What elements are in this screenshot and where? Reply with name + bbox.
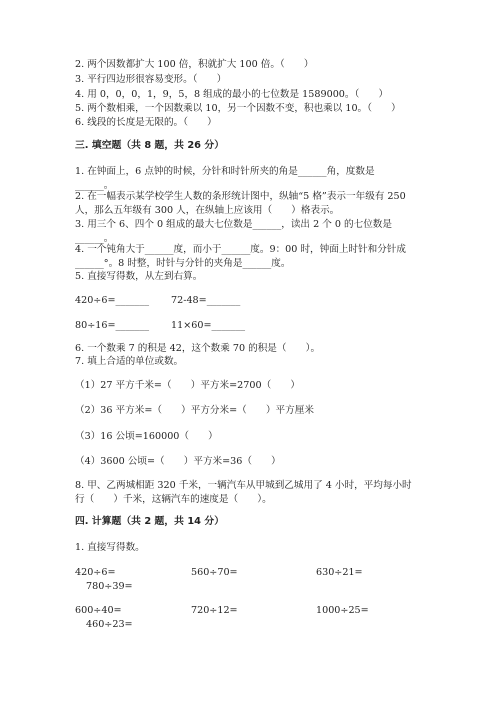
calc-row2-item-3: 1000÷25= — [316, 605, 369, 616]
calc-row1-item-1: 420÷6= — [75, 567, 116, 578]
calc-row1-item-2: 560÷70= — [191, 567, 238, 578]
fill-q8-line1: 8. 甲、乙两城相距 320 千米，一辆汽车从甲城到乙城用了 4 小时，平均每小时 — [75, 480, 412, 491]
fill-q4-line2: ______°。8 时整，时针与分针的夹角是______度。 — [75, 258, 291, 269]
calc-row1-wrap: 780÷39= — [86, 581, 133, 592]
fill-q7-item-4: （4）3600 公顷=（ ）平方米=36（ ） — [75, 456, 281, 467]
fill-q7-item-2: （2）36 平方米=（ ）平方分米=（ ）平方厘米 — [75, 405, 314, 416]
fill-q1-line2: ______。 — [75, 180, 114, 191]
judge-item-6: 6. 线段的长度是无限的。（ ） — [75, 117, 217, 128]
judge-item-5: 5. 两个数相乘，一个因数乘以 10，另一个因数不变，积也乘以 10。（ ） — [75, 103, 401, 114]
judge-item-2: 2. 两个因数都扩大 100 倍，积就扩大 100 倍。（ ） — [75, 59, 314, 70]
judge-item-4: 4. 用 0，0，0，1，9，5，8 组成的最小的七位数是 1589000。（ ） — [75, 89, 389, 100]
fill-q2-line2: 人，那么五年级有 300 人，在纵轴上应该用（ ）格表示。 — [75, 205, 340, 216]
fill-q4-line1: 4. 一个钝角大于______度，而小于______度。9：00 时，钟面上时针和分针成 — [75, 244, 406, 255]
fill-q3-line2: ______。 — [75, 233, 114, 244]
fill-q5-calc-3: 80÷16=_______ — [75, 320, 150, 331]
fill-q5-calc-2: 72-48=_______ — [171, 295, 241, 306]
section-3-heading: 三. 填空题（共 8 题，共 26 分） — [75, 140, 224, 151]
calc-row1-item-3: 630÷21= — [316, 567, 363, 578]
fill-q8-line2: 行（ ）千米，这辆汽车的速度是（ ）。 — [75, 494, 272, 505]
calc-row2-item-1: 600÷40= — [75, 605, 122, 616]
fill-q3-line1: 3. 用三个 6、四个 0 组成的最大七位数是______，读出 2 个 0 的七位数是 — [75, 219, 392, 230]
fill-q7-item-3: （3）16 公顷=160000（ ） — [75, 431, 218, 442]
fill-q7: 7. 填上合适的单位或数。 — [75, 356, 184, 367]
calc-row2-wrap: 460÷23= — [86, 619, 133, 630]
fill-q2-line1: 2. 在一幅表示某学校学生人数的条形统计图中，纵轴“5 格”表示一年级有 250 — [75, 191, 406, 202]
fill-q6: 6. 一个数乘 7 的积是 42，这个数乘 70 的积是（ ）。 — [75, 343, 321, 354]
calc-row2-item-2: 720÷12= — [191, 605, 238, 616]
fill-q5-calc-1: 420÷6=_______ — [75, 295, 150, 306]
calc-q1: 1. 直接写得数。 — [75, 542, 145, 553]
fill-q5: 5. 直接写得数，从左到右算。 — [75, 271, 203, 282]
section-4-heading: 四. 计算题（共 2 题，共 14 分） — [75, 516, 224, 527]
fill-q1-line1: 1. 在钟面上，6 点钟的时候，分针和时针所夹的角是______角，度数是 — [75, 166, 375, 177]
fill-q7-item-1: （1）27 平方千米=（ ）平方米=2700（ ） — [75, 380, 300, 391]
fill-q5-calc-4: 11×60=_______ — [171, 320, 246, 331]
judge-item-3: 3. 平行四边形很容易变形。（ ） — [75, 74, 227, 85]
